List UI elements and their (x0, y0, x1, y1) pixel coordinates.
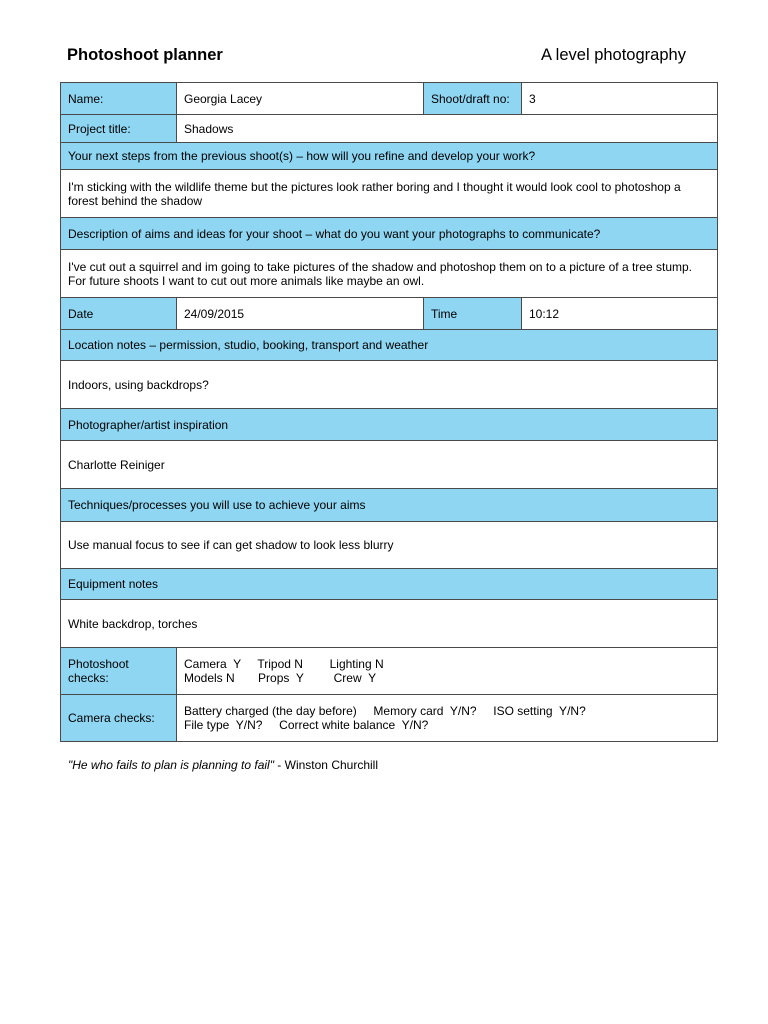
next-steps-heading: Your next steps from the previous shoot(s) – how will you refine and develop your work? (61, 143, 718, 170)
time-value[interactable]: 10:12 (522, 298, 718, 330)
photoshoot-checks-value[interactable] (177, 648, 718, 695)
time-label: Time (424, 298, 522, 330)
camera-checks-label: Camera checks: (61, 695, 177, 742)
date-label: Date (61, 298, 177, 330)
subject-title: A level photography (541, 46, 686, 64)
date-value[interactable]: 24/09/2015 (177, 298, 424, 330)
aims-value[interactable]: I've cut out a squirrel and im going to take pictures of the shadow and photoshop them on to a picture of a tree stump. For future shoots I want to cut out more animals like maybe an owl. (61, 250, 718, 298)
page-title: Photoshoot planner (67, 46, 223, 64)
location-heading: Location notes – permission, studio, booking, transport and weather (61, 330, 718, 361)
techniques-heading: Techniques/processes you will use to achieve your aims (61, 489, 718, 522)
aims-heading: Description of aims and ideas for your shoot – what do you want your photographs to communicate? (61, 218, 718, 250)
shoot-no-label: Shoot/draft no: (424, 83, 522, 115)
footer-quote (68, 758, 378, 772)
quote-text: "He who fails to plan is planning to fail" (68, 758, 274, 772)
project-title-label: Project title: (61, 115, 177, 143)
photoshoot-checks-line1: Camera Y Tripod N Lighting N (184, 657, 384, 671)
photoshoot-checks-line2: Models N Props Y Crew Y (184, 671, 377, 685)
quote-attribution: - Winston Churchill (273, 758, 378, 772)
equipment-heading: Equipment notes (61, 569, 718, 600)
next-steps-value[interactable]: I'm sticking with the wildlife theme but the pictures look rather boring and I thought it would look cool to photoshop a forest behind the shadow (61, 170, 718, 218)
name-label: Name: (61, 83, 177, 115)
name-value[interactable]: Georgia Lacey (177, 83, 424, 115)
photoshoot-checks-label: Photoshoot checks: (61, 648, 177, 695)
equipment-value[interactable]: White backdrop, torches (61, 600, 718, 648)
project-title-value[interactable]: Shadows (177, 115, 718, 143)
planner-table (60, 82, 718, 742)
camera-checks-line1: Battery charged (the day before) Memory card Y/N? ISO setting Y/N? (184, 704, 586, 718)
camera-checks-value[interactable] (177, 695, 718, 742)
shoot-no-value[interactable]: 3 (522, 83, 718, 115)
camera-checks-line2: File type Y/N? Correct white balance Y/N? (184, 718, 429, 732)
inspiration-value[interactable]: Charlotte Reiniger (61, 441, 718, 489)
techniques-value[interactable]: Use manual focus to see if can get shadow to look less blurry (61, 522, 718, 569)
location-value[interactable]: Indoors, using backdrops? (61, 361, 718, 409)
inspiration-heading: Photographer/artist inspiration (61, 409, 718, 441)
